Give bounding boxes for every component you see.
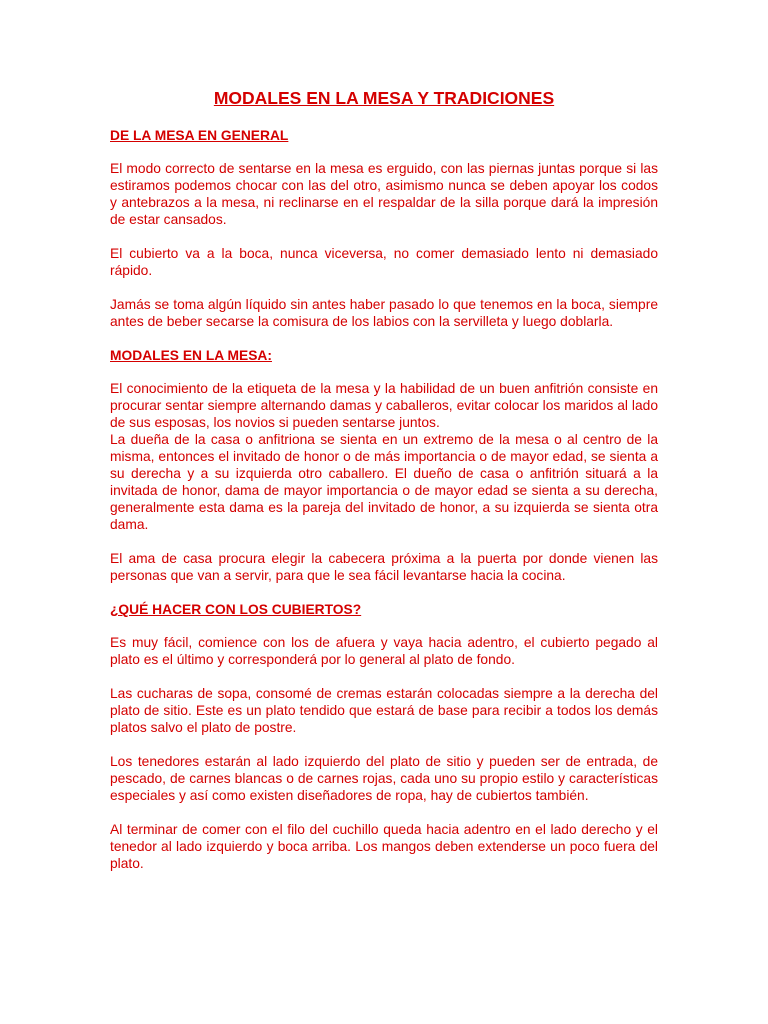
paragraph: Los tenedores estarán al lado izquierdo del plato de sitio y pueden ser de entrada, de pescado, de carnes blancas o de carnes rojas, cada uno su propio estilo y características especiales y así como existen diseñadores de ropa, hay de cubiertos también. <box>110 754 658 803</box>
paragraph: El ama de casa procura elegir la cabecera próxima a la puerta por donde vienen las personas que van a servir, para que le sea fácil levantarse hacia la cocina. <box>110 551 658 583</box>
paragraph-spacer <box>110 533 658 550</box>
paragraph: El cubierto va a la boca, nunca viceversa, no comer demasiado lento ni demasiado rápido. <box>110 246 658 278</box>
document-title: MODALES EN LA MESA Y TRADICIONES <box>213 88 555 108</box>
paragraph-spacer <box>110 584 658 601</box>
section-heading-modales: MODALES EN LA MESA: <box>110 348 272 363</box>
paragraph: El conocimiento de la etiqueta de la mesa y la habilidad de un buen anfitrión consiste en procurar sentar siempre alternando damas y caballeros, evitar colocar los maridos al lado de sus esposas, los novios si pueden sentarse juntos. <box>110 381 658 430</box>
paragraph: Es muy fácil, comience con los de afuera y vaya hacia adentro, el cubierto pegado al plato es el último y corresponderá por lo general al plato de fondo. <box>110 635 658 667</box>
paragraph-spacer <box>110 330 658 347</box>
paragraph: El modo correcto de sentarse en la mesa es erguido, con las piernas juntas porque si las estiramos podemos chocar con las del otro, asimismo nunca se deben apoyar los codos y antebrazos a la mesa, ni reclinarse en el respaldar de la silla porque dará la impresión de estar cansados. <box>110 161 658 227</box>
paragraph: Las cucharas de sopa, consomé de cremas estarán colocadas siempre a la derecha del plato de sitio. Este es un plato tendido que estará de base para recibir a todos los demás platos salvo el plato de postre. <box>110 686 658 735</box>
paragraph: Al terminar de comer con el filo del cuchillo queda hacia adentro en el lado derecho y el tenedor al lado izquierdo y boca arriba. Los mangos deben extenderse un poco fuera del plato. <box>110 822 658 871</box>
paragraph-spacer <box>110 228 658 245</box>
paragraph-spacer <box>110 668 658 685</box>
section-heading-cubiertos: ¿QUÉ HACER CON LOS CUBIERTOS? <box>110 602 362 617</box>
paragraph-spacer <box>110 804 658 821</box>
paragraph: La dueña de la casa o anfitriona se sienta en un extremo de la mesa o al centro de la misma, entonces el invitado de honor o de más importancia o de mayor edad, se sienta a su derecha y a su izquierda otro caballero. El dueño de casa o anfitrión situará a la invitada de honor, dama de mayor importancia o de mayor edad se sienta a su derecha, generalmente esta dama es la pareja del invitado de honor, a su izquierda se sienta otra dama. <box>110 432 658 532</box>
paragraph-spacer <box>110 736 658 753</box>
section-heading-general: DE LA MESA EN GENERAL <box>110 128 289 143</box>
paragraph: Jamás se toma algún líquido sin antes haber pasado lo que tenemos en la boca, siempre antes de beber secarse la comisura de los labios con la servilleta y luego doblarla. <box>110 297 658 329</box>
paragraph-spacer <box>110 279 658 296</box>
